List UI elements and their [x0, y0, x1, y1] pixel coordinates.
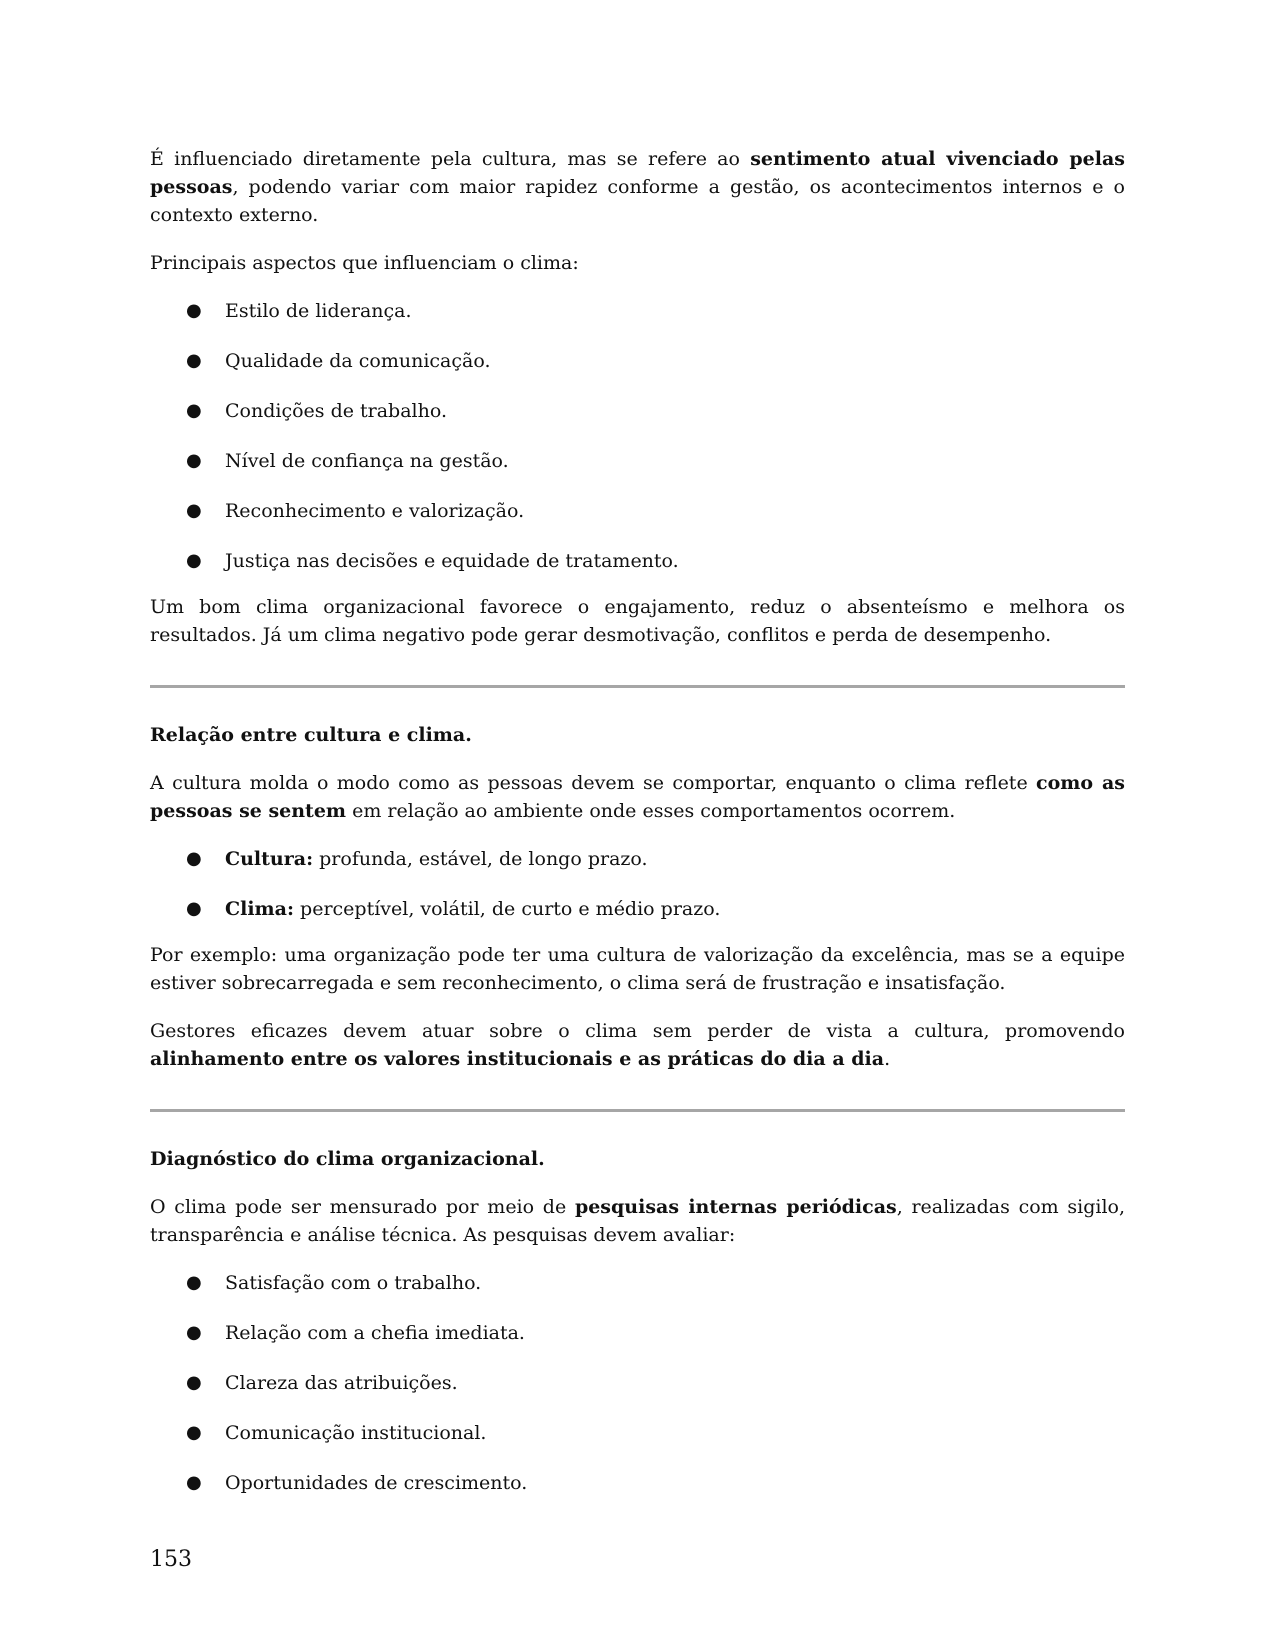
bullet-icon: ● [186, 450, 202, 471]
list-item-text: Nível de confiança na gestão. [225, 450, 509, 472]
climate-closing-paragraph: Um bom clima organizacional favorece o engajamento, reduz o absenteísmo e melhora os resultados. Já um clima negativo pode gerar desmotivação, conflitos e perda de desempenho. [150, 596, 1125, 646]
list-item-text: profunda, estável, de longo prazo. [313, 848, 648, 870]
diagnosis-emphasis: pesquisas internas periódicas [574, 1196, 897, 1218]
list-item [150, 447, 1125, 475]
managers-text-end: . [884, 1048, 891, 1070]
list-item-text: Satisfação com o trabalho. [225, 1272, 482, 1294]
list-item [150, 297, 1125, 325]
managers-emphasis: alinhamento entre os valores institucionais e as práticas do dia a dia [150, 1048, 885, 1070]
bullet-icon: ● [186, 500, 202, 521]
list-item [150, 397, 1125, 425]
bullet-icon: ● [186, 1372, 202, 1393]
list-item [150, 547, 1125, 575]
list-item [150, 1469, 1125, 1497]
climate-intro-paragraph [150, 145, 1125, 229]
list-item [150, 1319, 1125, 1347]
culture-climate-list [150, 845, 1125, 923]
survey-topics-list [150, 1269, 1125, 1497]
list-item [150, 1369, 1125, 1397]
page-content [150, 145, 1125, 1519]
culture-climate-emphasis: como as pessoas se sentem [150, 772, 1125, 822]
diagnosis-text-end: , realizadas com sigilo, transparência e análise técnica. As pesquisas devem avaliar: [150, 1196, 1126, 1246]
culture-climate-heading: Relação entre cultura e clima. [150, 724, 472, 746]
list-item-text: Oportunidades de crescimento. [225, 1472, 528, 1494]
bullet-icon: ● [186, 350, 202, 371]
list-item [150, 497, 1125, 525]
culture-climate-paragraph [150, 769, 1125, 825]
bullet-icon: ● [186, 300, 202, 321]
list-item [150, 347, 1125, 375]
climate-intro-text-end: , podendo variar com maior rapidez conforme a gestão, os acontecimentos internos e o contexto externo. [150, 176, 1125, 226]
climate-intro-text-start: É influenciado diretamente pela cultura, mas se refere ao [150, 148, 751, 170]
bullet-icon: ● [186, 1422, 202, 1443]
list-item [150, 895, 1125, 923]
climate-intro-emphasis: sentimento atual vivenciado pelas pessoas [150, 148, 1125, 198]
bullet-icon: ● [186, 848, 202, 869]
bullet-icon: ● [186, 1272, 202, 1293]
example-paragraph: Por exemplo: uma organização pode ter uma cultura de valorização da excelência, mas se a equipe estiver sobrecarregada e sem reconhecimento, o clima será de frustração e insatisfação. [150, 944, 1125, 994]
list-item [150, 1269, 1125, 1297]
list-item-label: Cultura: [225, 848, 314, 870]
bullet-icon: ● [186, 1322, 202, 1343]
list-item [150, 845, 1125, 873]
diagnosis-paragraph [150, 1193, 1125, 1249]
managers-text-start: Gestores eficazes devem atuar sobre o clima sem perder de vista a cultura, promovendo [150, 1020, 1125, 1042]
section-divider [150, 685, 1125, 688]
list-item-text: Relação com a chefia imediata. [225, 1322, 525, 1344]
list-item-text: Estilo de liderança. [225, 300, 412, 322]
culture-climate-text-start: A cultura molda o modo como as pessoas devem se comportar, enquanto o clima reflete [150, 772, 1037, 794]
diagnosis-text-start: O clima pode ser mensurado por meio de [150, 1196, 575, 1218]
bullet-icon: ● [186, 550, 202, 571]
page-number: 153 [150, 1547, 192, 1572]
list-item-text: Clareza das atribuições. [225, 1372, 458, 1394]
culture-climate-text-end: em relação ao ambiente onde esses comportamentos ocorrem. [346, 800, 956, 822]
list-item-text: perceptível, volátil, de curto e médio prazo. [294, 898, 721, 920]
list-item-text: Justiça nas decisões e equidade de tratamento. [225, 550, 679, 572]
section-divider [150, 1109, 1125, 1112]
diagnosis-heading: Diagnóstico do clima organizacional. [150, 1148, 545, 1170]
list-item-label: Clima: [225, 898, 294, 920]
climate-aspects-list [150, 297, 1125, 575]
managers-paragraph [150, 1017, 1125, 1073]
list-item-text: Comunicação institucional. [225, 1422, 487, 1444]
list-item-text: Qualidade da comunicação. [225, 350, 491, 372]
bullet-icon: ● [186, 898, 202, 919]
aspects-intro: Principais aspectos que influenciam o clima: [150, 252, 579, 274]
list-item-text: Condições de trabalho. [225, 400, 448, 422]
bullet-icon: ● [186, 1472, 202, 1493]
list-item-text: Reconhecimento e valorização. [225, 500, 525, 522]
bullet-icon: ● [186, 400, 202, 421]
list-item [150, 1419, 1125, 1447]
